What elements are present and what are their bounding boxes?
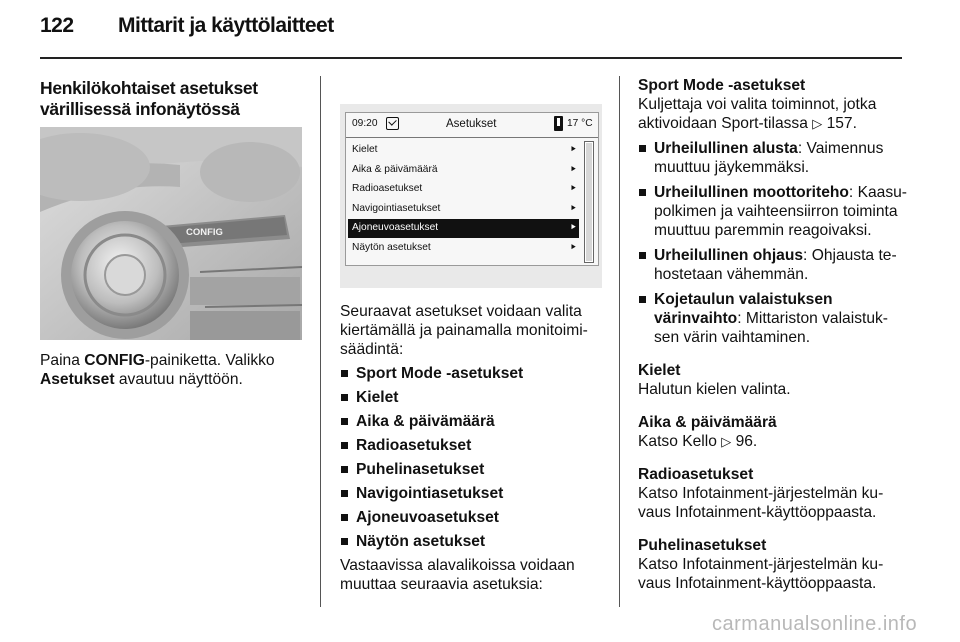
list-item: Urheilullinen moottoriteho: Kaasu-polkimen ja vaihteensiirron toiminta muuttuu paremmin reagoivaksi. [638, 183, 908, 240]
list-item: Ajoneuvoasetukset [340, 508, 602, 527]
list-item: Näytön asetukset [340, 532, 602, 551]
list-item: Navigointiasetukset [340, 484, 602, 503]
sport-heading: Sport Mode -asetukset [638, 77, 806, 94]
screen-menu-item: Radioasetukset ⯈ [352, 183, 577, 194]
bullet-icon [341, 370, 348, 377]
settings-list [340, 364, 602, 551]
chevron-right-icon: ⯈ [569, 163, 577, 174]
aika-text: Katso Kello ▷ 96. [638, 433, 758, 450]
column-1 [40, 78, 308, 120]
list-item: Radioasetukset [340, 436, 602, 455]
bullet-icon [341, 442, 348, 449]
list-item: Kojetaulun valaistuksen värinvaihto: Mittariston valaistuk-sen värin vaihtaminen. [638, 290, 908, 347]
kielet-text: Halutun kielen valinta. [638, 381, 791, 398]
screen-menu-item: Ajoneuvoasetukset ⯈ [348, 219, 579, 238]
bullet-icon [639, 145, 646, 152]
chapter-title: Mittarit ja käyttölaitteet [118, 14, 334, 37]
list-item: Kielet [340, 388, 602, 407]
config-instruction: Paina CONFIG-painiketta. Valikko Asetukset avautuu näyttöön. [40, 352, 275, 388]
kielet-heading: Kielet [638, 362, 681, 379]
screen-menu-item: Navigointiasetukset ⯈ [352, 202, 577, 214]
scrollbar-thumb [586, 143, 592, 261]
list-item: Urheilullinen alusta: Vaimennus muuttuu jäykemmäksi. [638, 139, 908, 177]
puhelin-heading: Puhelinasetukset [638, 537, 767, 554]
screen-menu-item: Kielet ⯈ [352, 144, 577, 155]
section-heading: Henkilökohtaiset asetukset värillisessä infonäytössä [40, 78, 258, 119]
bullet-icon [639, 252, 646, 259]
bullet-icon [341, 418, 348, 425]
list-item: Sport Mode -asetukset [340, 364, 602, 383]
page-number: 122 [40, 14, 74, 37]
console-illustration [40, 127, 302, 340]
puhelin-text: Katso Infotainment-järjestelmän ku-vaus Infotainment-käyttöoppaasta. [638, 556, 884, 592]
column-divider-1 [320, 76, 321, 607]
list-item: Aika & päivämäärä [340, 412, 602, 431]
list-item: Urheilullinen ohjaus: Ohjausta te-hostetaan vähemmän. [638, 246, 908, 284]
chevron-right-icon: ⯈ [569, 144, 577, 154]
radio-heading: Radioasetukset [638, 466, 754, 483]
screen-title: Asetukset [446, 118, 497, 130]
outro-text: Vastaavissa alavalikoissa voidaan muuttaa seuraavia asetuksia: [340, 557, 575, 593]
aika-heading: Aika & päivämäärä [638, 414, 777, 431]
bullet-icon [639, 189, 646, 196]
sport-options-list [638, 139, 908, 347]
sport-text: Kuljettaja voi valita toiminnot, jotka aktivoidaan Sport-tilassa ▷ 157. [638, 96, 877, 132]
bullet-icon [341, 466, 348, 473]
screen-status-bar [346, 113, 598, 138]
chevron-right-icon: ⯈ [569, 222, 577, 232]
screen-menu-item: Aika & päivämäärä ⯈ [352, 163, 577, 175]
radio-text: Katso Infotainment-järjestelmän ku-vaus Infotainment-käyttöoppaasta. [638, 485, 884, 521]
bullet-icon [639, 296, 646, 303]
intro-text: Seuraavat asetukset voidaan valita kiertämällä ja painamalla monitoimi-säädintä: [340, 303, 588, 358]
config-panel-photo [40, 127, 302, 340]
column-2 [340, 302, 602, 594]
column-divider-2 [619, 76, 620, 607]
screen-temperature: 17 °C [567, 118, 593, 129]
screen-scrollbar [584, 141, 594, 263]
column-3 [638, 76, 908, 593]
chevron-right-icon: ⯈ [569, 241, 577, 252]
chevron-right-icon: ⯈ [569, 183, 577, 193]
bullet-icon [341, 538, 348, 545]
screen-time: 09:20 [352, 118, 378, 129]
bullet-icon [341, 394, 348, 401]
page-reference-icon: ▷ [812, 116, 823, 131]
watermark: carmanualsonline.info [712, 613, 918, 635]
page-header [40, 14, 920, 54]
bullet-icon [341, 490, 348, 497]
chevron-right-icon: ⯈ [569, 202, 577, 213]
check-icon [386, 117, 399, 130]
config-button-label: CONFIG [186, 227, 223, 238]
bullet-icon [341, 514, 348, 521]
page-reference-icon: ▷ [721, 434, 732, 449]
header-rule [40, 57, 902, 59]
settings-screen-illustration [340, 104, 602, 288]
screen-menu-item: Näytön asetukset ⯈ [352, 241, 577, 253]
thermometer-icon [554, 116, 563, 131]
list-item: Puhelinasetukset [340, 460, 602, 479]
settings-screen [345, 112, 599, 266]
